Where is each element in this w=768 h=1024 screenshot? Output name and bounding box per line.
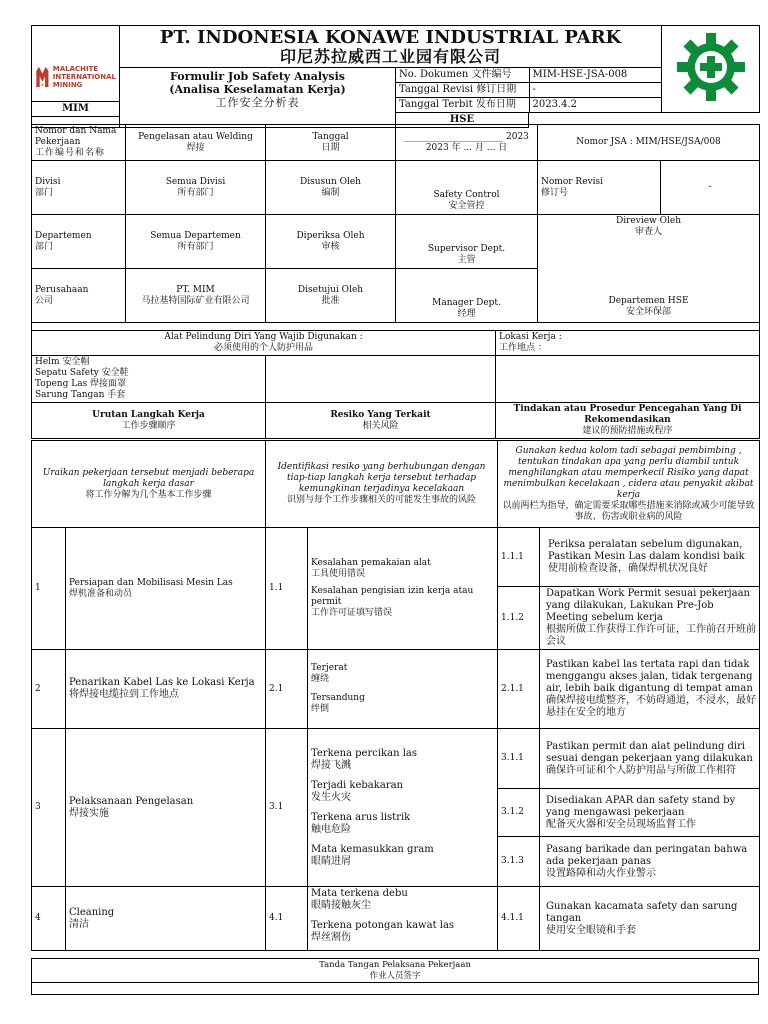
- date-label-cell: Tanggal 日期: [266, 125, 396, 161]
- prepared-by-value: Safety Control 安全管控: [396, 161, 538, 215]
- location-value: [496, 356, 760, 403]
- job-info-section: [31, 124, 759, 439]
- revision-value: -: [661, 161, 760, 215]
- guidance-steps: Uraikan pekerjaan tersebut menjadi beberapa langkah kerja dasar 将工作分解为几个基本工作步骤: [32, 441, 266, 528]
- step-number: 4: [32, 887, 66, 951]
- safety-logo: [662, 26, 760, 113]
- signature-area[interactable]: [32, 983, 759, 995]
- action-text: Dapatkan Work Permit sesuai pekerjaan yang dilakukan, Lakukan Pre-Job Meeting sebelum kerja 根据所做工作获得工作许可证，工作前召开班前会议: [540, 587, 760, 650]
- action-text: Pastikan permit dan alat pelindung diri sesuai dengan pekerjaan yang dilakukan 确保许可证和个人防护用品与所做工作相符: [540, 729, 760, 789]
- form-subtitle: (Analisa Keselamatan Kerja): [169, 83, 346, 96]
- reviewed-by-cell: Direview Oleh 审查人 Departemen HSE 安全环保部: [538, 215, 760, 323]
- action-number: 2.1.1: [498, 650, 540, 729]
- rev-date-value: -: [529, 83, 661, 98]
- ppe-title: Alat Pelindung Diri Yang Wajib Digunakan : 必须使用的个人防护用品: [32, 331, 496, 356]
- issue-date-label: Tanggal Terbit 发布日期: [396, 98, 529, 113]
- table-row: [32, 528, 760, 587]
- risk-list: Terkena percikan las 焊接飞溅 Terjadi kebakaran 发生火灾 Terkena arus listrik 触电危险 Mata kemasukkan gram 眼睛进屑: [308, 729, 498, 887]
- step-name: Cleaning 清洁: [66, 887, 266, 951]
- doc-no-value: MIM-HSE-JSA-008: [529, 68, 661, 83]
- job-name-label-cell: Nomor dan Nama Pekerjaan 工作编号和名称: [32, 125, 126, 161]
- approved-by-label: Disetujui Oleh 批准: [266, 269, 396, 323]
- step-number: 3: [32, 729, 66, 887]
- risk-list: Kesalahan pemakaian alat 工具使用错误 Kesalahan pengisian izin kerja atau permit 工作许可证填写错误: [308, 528, 498, 650]
- step-name: Persiapan dan Mobilisasi Mesin Las 焊机准备和动员: [66, 528, 266, 650]
- division-value: Semua Divisi 所有部门: [126, 161, 266, 215]
- step-name: Pelaksanaan Pengelasan 焊接实施: [66, 729, 266, 887]
- ppe-item: Sarung Tangan 手套: [35, 390, 126, 400]
- action-text: Pastikan kabel las tertata rapi dan tidak menggangu akses jalan, tidak tergenang air, lebih baik digantung di tempat aman 确保焊接电缆整齐，不妨碍通道，不浸水，最好悬挂在安全的地方: [540, 650, 760, 729]
- step-number: 2: [32, 650, 66, 729]
- logo-text: MALACHITE INTERNATIONAL MINING: [52, 64, 116, 89]
- company-title-cell: [120, 26, 662, 68]
- form-title-cn: 工作安全分析表: [215, 96, 300, 109]
- guidance-action: Gunakan kedua kolom tadi sebagai pembimbing , tentukan tindakan apa yang perlu diambil untuk menghilangkan atau memperkecil Risiko yang dapat menimbulkan kecelakaan , cidera atau penyakit akibat kerja 以前两栏为指导，确定需要采取哪些措施来消除或减少可能导致事故、伤害或职业病的风险: [498, 441, 760, 528]
- ppe-blank: [266, 356, 496, 403]
- jsa-number: Nomor JSA : MIM/HSE/JSA/008: [538, 125, 760, 161]
- risk-number: 4.1: [266, 887, 308, 951]
- ppe-item: Sepatu Safety 安全鞋: [35, 368, 129, 378]
- action-text: Periksa peralatan sebelum digunakan, Pastikan Mesin Las dalam kondisi baik 使用前检查设备，确保焊机状况良好: [540, 528, 760, 587]
- signature-section: [31, 958, 759, 995]
- col-steps-header: Urutan Langkah Kerja 工作步骤顺序: [32, 403, 266, 439]
- ppe-item: Topeng Las 焊接面罩: [35, 379, 127, 389]
- revision-label: Nomor Revisi 修订号: [538, 161, 661, 215]
- action-text: Gunakan kacamata safety dan sarung tangan 使用安全眼镜和手套: [540, 887, 760, 951]
- doc-no-label: No. Dokumen 文件编号: [396, 68, 529, 83]
- left-code: MIM: [31, 101, 120, 117]
- step-number: 1: [32, 528, 66, 650]
- prepared-by-label: Disusun Oleh 编制: [266, 161, 396, 215]
- ppe-item: Helm 安全帽: [35, 357, 90, 367]
- approved-by-value: Manager Dept. 经理: [396, 269, 538, 323]
- signature-label: Tanda Tangan Pelaksana Pekerjaan 作业人员签字: [32, 959, 759, 983]
- action-number: 3.1.2: [498, 789, 540, 837]
- malachite-logo-icon: [35, 60, 50, 94]
- form-title-cell: [120, 68, 396, 128]
- safety-gear-cross-icon: [675, 31, 747, 103]
- rev-date-label: Tanggal Revisi 修订日期: [396, 83, 529, 98]
- company-value: PT. MIM 马拉基特国际矿业有限公司: [126, 269, 266, 323]
- jsa-steps-section: [31, 440, 759, 951]
- table-row: [32, 650, 760, 729]
- company-title: PT. INDONESIA KONAWE INDUSTRIAL PARK: [159, 27, 622, 48]
- ppe-list: [32, 356, 266, 403]
- action-number: 3.1.3: [498, 837, 540, 887]
- division-label: Divisi 部门: [32, 161, 126, 215]
- action-number: 3.1.1: [498, 729, 540, 789]
- document-header: [31, 25, 759, 125]
- action-number: 1.1.2: [498, 587, 540, 650]
- department-value: Semua Departemen 所有部门: [126, 215, 266, 269]
- risk-number: 1.1: [266, 528, 308, 650]
- date-value-cell: ______________________ 2023 2023 年 ... 月 ... 日: [396, 125, 538, 161]
- location-label: Lokasi Kerja : 工作地点 ：: [496, 331, 760, 356]
- col-action-header: Tindakan atau Prosedur Pencegahan Yang Di Rekomendasikan 建议的预防措施或程序: [496, 403, 760, 439]
- step-name: Penarikan Kabel Las ke Lokasi Kerja 将焊接电缆拉到工作地点: [66, 650, 266, 729]
- checked-by-label: Diperiksa Oleh 审核: [266, 215, 396, 269]
- company-label: Perusahaan 公司: [32, 269, 126, 323]
- table-row: [32, 729, 760, 789]
- checked-by-value: Supervisor Dept. 主管: [396, 215, 538, 269]
- risk-number: 3.1: [266, 729, 308, 887]
- action-number: 1.1.1: [498, 528, 540, 587]
- action-text: Pasang barikade dan peringatan bahwa ada pekerjaan panas 设置路障和动火作业警示: [540, 837, 760, 887]
- col-risk-header: Resiko Yang Terkait 相关风险: [266, 403, 496, 439]
- company-title-cn: 印尼苏拉威西工业园有限公司: [280, 47, 502, 66]
- risk-list: Terjerat 缠绕 Tersandung 绊倒: [308, 650, 498, 729]
- risk-number: 2.1: [266, 650, 308, 729]
- action-text: Disediakan APAR dan safety stand by yang mengawasi pekerjaan 配备灭火器和安全员现场监督工作: [540, 789, 760, 837]
- guidance-risk: Identifikasi resiko yang berhubungan dengan tiap-tiap langkah kerja tersebut terhadap kemungkinan terjadinya kecelakaan 识别与每个工作步骤相关的可能发生事故的风险: [266, 441, 498, 528]
- action-number: 4.1.1: [498, 887, 540, 951]
- right-code: HSE: [396, 113, 529, 128]
- department-label: Departemen 部门: [32, 215, 126, 269]
- table-row: [32, 887, 760, 951]
- form-title: Formulir Job Safety Analysis: [170, 70, 345, 83]
- job-name-value-cell: Pengelasan atau Welding 焊接: [126, 125, 266, 161]
- issue-date-value: 2023.4.2: [529, 98, 661, 113]
- risk-list: Mata terkena debu 眼睛接触灰尘 Terkena potongan kawat las 焊丝割伤: [308, 887, 498, 951]
